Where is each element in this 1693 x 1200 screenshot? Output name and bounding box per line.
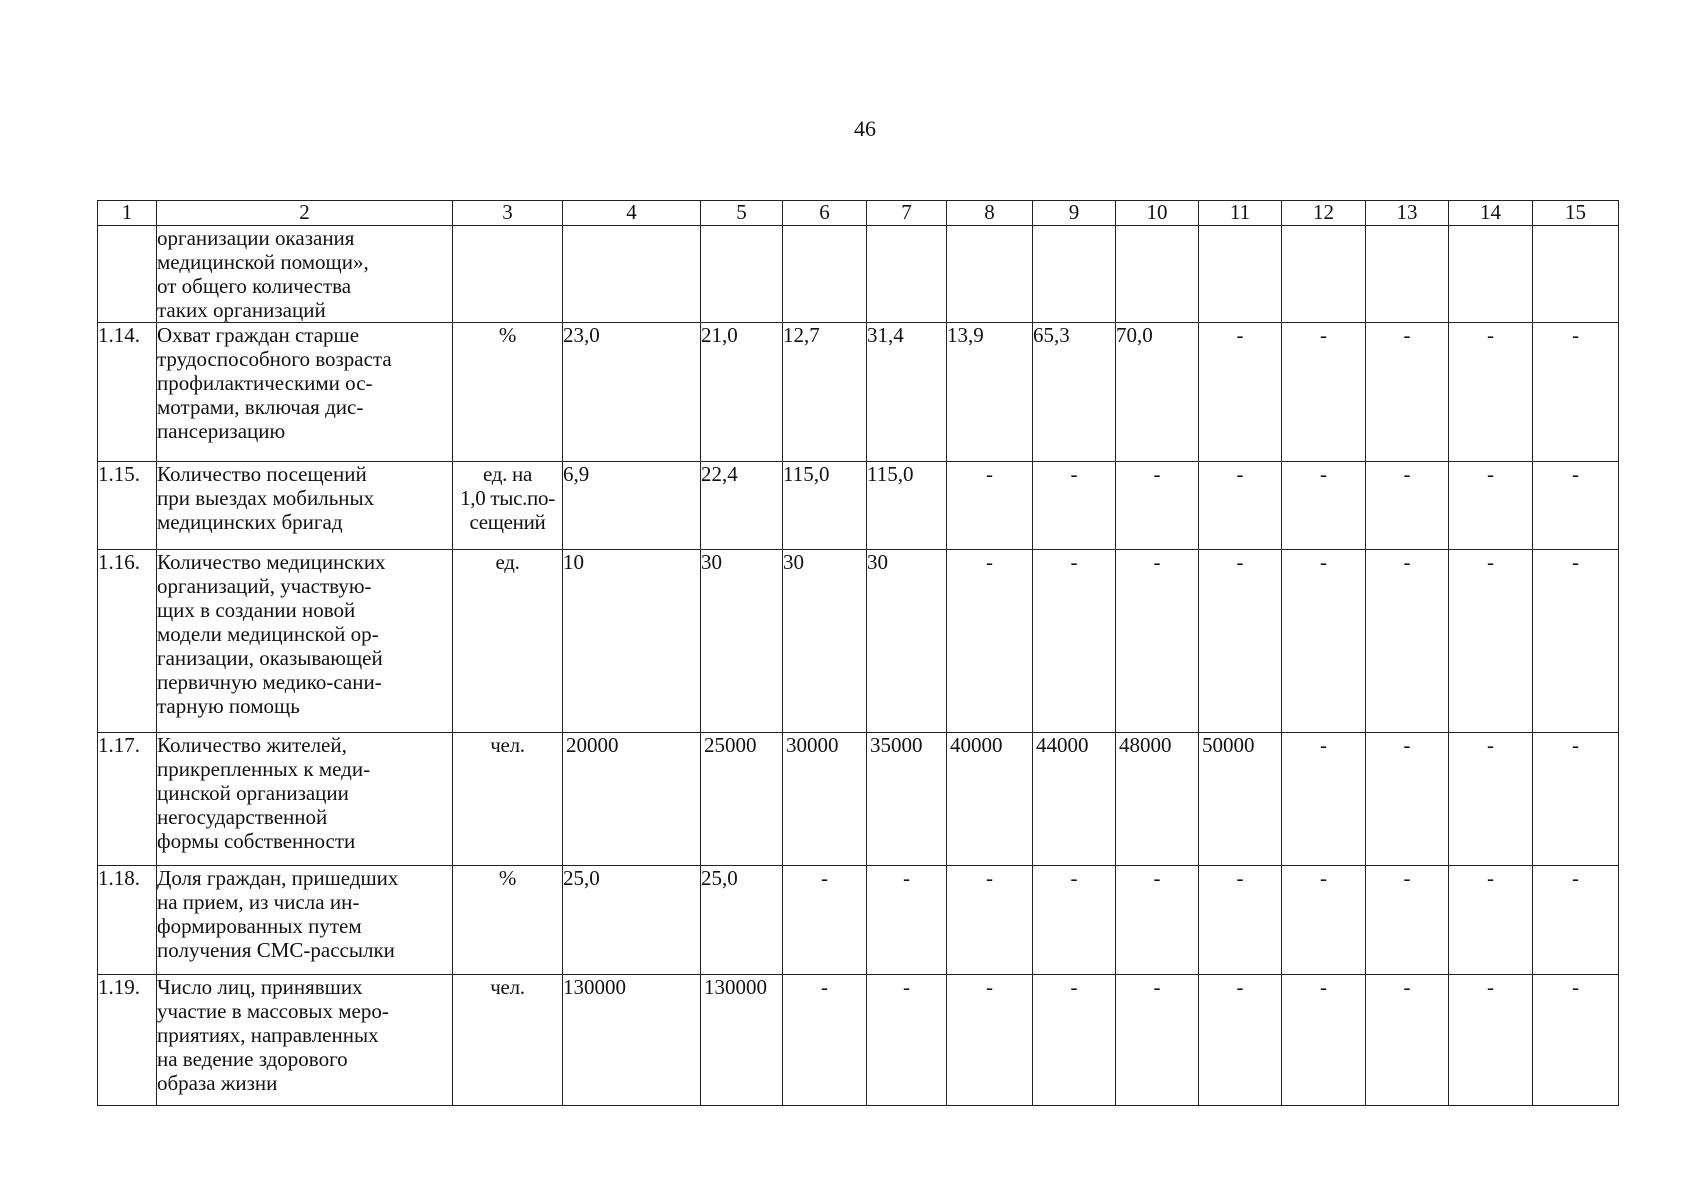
value-cell: [867, 226, 947, 323]
row-number-cell: [98, 226, 157, 323]
row-name-text: Количество медицинских организаций, участвую- щих в создании новой модели медицинской ор- ганизации, оказывающей первичную медико-сани- тарную помощь: [157, 550, 386, 718]
value-cell: -: [1282, 550, 1366, 733]
value-cell: -: [1449, 866, 1533, 975]
value-cell: -: [1449, 323, 1533, 462]
value-cell: -: [947, 462, 1033, 550]
header-cell: 14: [1449, 201, 1533, 226]
value-cell: 115,0: [783, 462, 867, 550]
header-cell: 5: [701, 201, 783, 226]
value-cell: -: [1282, 462, 1366, 550]
row-name-text: Доля граждан, пришедших на прием, из числа ин- формированных путем получения СМС-рассылки: [157, 866, 399, 962]
value-cell: 30000: [783, 733, 867, 866]
value-cell: 70,0: [1116, 323, 1199, 462]
value-cell: -: [1449, 733, 1533, 866]
header-cell: 8: [947, 201, 1033, 226]
value-cell: -: [1282, 866, 1366, 975]
value-cell: -: [1366, 866, 1449, 975]
value-cell: 130000: [563, 975, 701, 1106]
value-cell: 115,0: [867, 462, 947, 550]
table-row: [98, 462, 1619, 550]
row-name-cell: [157, 226, 453, 323]
value-cell: [1533, 226, 1619, 323]
row-name-text: Охват граждан старше трудоспособного возраста профилактическими ос- мотрами, включая дис- пансеризацию: [157, 323, 392, 443]
value-cell: [1033, 226, 1116, 323]
header-cell: 10: [1116, 201, 1199, 226]
header-cell: 4: [563, 201, 701, 226]
value-cell: -: [1366, 733, 1449, 866]
row-name-text: организации оказания медицинской помощи», от общего количества таких организаций: [157, 226, 369, 322]
value-cell: 50000: [1199, 733, 1282, 866]
value-cell: [1449, 226, 1533, 323]
row-unit-text: %: [498, 323, 517, 347]
row-unit-cell: [453, 866, 563, 975]
value-cell: -: [1116, 462, 1199, 550]
value-cell: -: [1366, 323, 1449, 462]
table-row-continuation: [98, 226, 1619, 323]
header-cell: 11: [1199, 201, 1282, 226]
value-cell: -: [1533, 975, 1619, 1106]
value-cell: 23,0: [563, 323, 701, 462]
value-cell: -: [1282, 733, 1366, 866]
header-cell: 15: [1533, 201, 1619, 226]
value-cell: 12,7: [783, 323, 867, 462]
value-cell: 25,0: [563, 866, 701, 975]
header-cell: 9: [1033, 201, 1116, 226]
value-cell: -: [1366, 550, 1449, 733]
row-number-cell: 1.19.: [98, 975, 157, 1106]
value-cell: -: [1533, 733, 1619, 866]
row-unit-text: %: [498, 866, 517, 890]
header-cell: 13: [1366, 201, 1449, 226]
value-cell: 10: [563, 550, 701, 733]
value-cell: [701, 226, 783, 323]
value-cell: [1199, 226, 1282, 323]
value-cell: 21,0: [701, 323, 783, 462]
value-cell: 30: [783, 550, 867, 733]
row-name-cell: [157, 462, 453, 550]
value-cell: -: [1033, 866, 1116, 975]
header-cell: 7: [867, 201, 947, 226]
value-cell: 40000: [947, 733, 1033, 866]
value-cell: 48000: [1116, 733, 1199, 866]
value-cell: -: [1199, 866, 1282, 975]
row-name-cell: [157, 550, 453, 733]
value-cell: -: [1199, 462, 1282, 550]
value-cell: 22,4: [701, 462, 783, 550]
value-cell: [563, 226, 701, 323]
value-cell: -: [1033, 975, 1116, 1106]
row-number-cell: 1.16.: [98, 550, 157, 733]
value-cell: 25,0: [701, 866, 783, 975]
value-cell: 6,9: [563, 462, 701, 550]
value-cell: -: [947, 866, 1033, 975]
row-name-cell: [157, 733, 453, 866]
header-cell: 2: [157, 201, 453, 226]
value-cell: 30: [867, 550, 947, 733]
row-unit-text: ед. на 1,0 тыс.по- сещений: [460, 462, 555, 534]
value-cell: [947, 226, 1033, 323]
value-cell: 20000: [563, 733, 701, 866]
header-row: [98, 201, 1619, 226]
value-cell: 44000: [1033, 733, 1116, 866]
value-cell: 25000: [701, 733, 783, 866]
table-row: [98, 866, 1619, 975]
value-cell: -: [947, 975, 1033, 1106]
value-cell: -: [1449, 462, 1533, 550]
row-name-cell: [157, 323, 453, 462]
row-unit-cell: [453, 226, 563, 323]
value-cell: -: [1366, 975, 1449, 1106]
row-number-cell: 1.15.: [98, 462, 157, 550]
value-cell: -: [783, 866, 867, 975]
value-cell: -: [1116, 975, 1199, 1106]
row-unit-text: чел.: [490, 975, 525, 999]
value-cell: -: [1366, 462, 1449, 550]
indicators-table: [97, 200, 1619, 1106]
header-cell: 1: [98, 201, 157, 226]
header-cell: 3: [453, 201, 563, 226]
table-row: [98, 975, 1619, 1106]
value-cell: 13,9: [947, 323, 1033, 462]
row-unit-cell: [453, 975, 563, 1106]
value-cell: -: [1116, 866, 1199, 975]
row-number-cell: 1.18.: [98, 866, 157, 975]
value-cell: -: [947, 550, 1033, 733]
value-cell: -: [1033, 550, 1116, 733]
value-cell: [1282, 226, 1366, 323]
value-cell: [1366, 226, 1449, 323]
value-cell: -: [1449, 550, 1533, 733]
value-cell: [783, 226, 867, 323]
value-cell: -: [1282, 975, 1366, 1106]
value-cell: -: [867, 866, 947, 975]
value-cell: [1116, 226, 1199, 323]
value-cell: -: [1199, 323, 1282, 462]
value-cell: 31,4: [867, 323, 947, 462]
row-unit-text: ед.: [495, 550, 520, 574]
page-number: 46: [854, 116, 876, 141]
row-unit-cell: [453, 733, 563, 866]
row-name-text: Количество жителей, прикрепленных к меди- цинской организации негосударственной формы собственности: [157, 733, 371, 853]
value-cell: -: [1533, 866, 1619, 975]
value-cell: -: [783, 975, 867, 1106]
row-name-text: Число лиц, принявших участие в массовых меро- приятиях, направленных на ведение здорового образа жизни: [157, 975, 389, 1095]
header-cell: 6: [783, 201, 867, 226]
value-cell: 35000: [867, 733, 947, 866]
value-cell: -: [1033, 462, 1116, 550]
row-unit-cell: [453, 550, 563, 733]
table-row: [98, 323, 1619, 462]
value-cell: -: [1533, 550, 1619, 733]
row-unit-cell: [453, 323, 563, 462]
table-row: [98, 550, 1619, 733]
row-name-text: Количество посещений при выездах мобильных медицинских бригад: [157, 462, 375, 534]
row-unit-text: чел.: [490, 733, 525, 757]
row-unit-cell: [453, 462, 563, 550]
row-name-cell: [157, 866, 453, 975]
row-name-cell: [157, 975, 453, 1106]
value-cell: -: [1282, 323, 1366, 462]
value-cell: 30: [701, 550, 783, 733]
value-cell: 130000: [701, 975, 783, 1106]
value-cell: 65,3: [1033, 323, 1116, 462]
value-cell: -: [1533, 323, 1619, 462]
value-cell: -: [1116, 550, 1199, 733]
value-cell: -: [867, 975, 947, 1106]
value-cell: -: [1199, 550, 1282, 733]
value-cell: -: [1533, 462, 1619, 550]
row-number-cell: 1.17.: [98, 733, 157, 866]
value-cell: -: [1449, 975, 1533, 1106]
row-number-cell: 1.14.: [98, 323, 157, 462]
value-cell: -: [1199, 975, 1282, 1106]
header-cell: 12: [1282, 201, 1366, 226]
table-row: [98, 733, 1619, 866]
